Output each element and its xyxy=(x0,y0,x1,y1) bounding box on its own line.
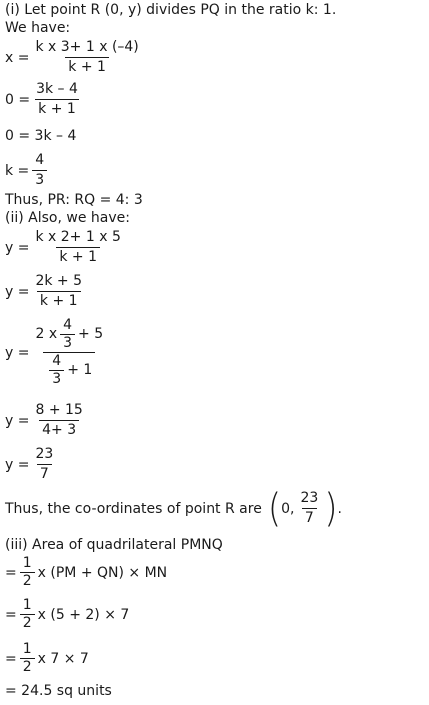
eq-lhs: x = xyxy=(5,49,30,66)
denominator: 2 xyxy=(20,614,35,631)
denominator: k + 1 xyxy=(35,99,79,118)
denominator: 3 xyxy=(32,170,47,189)
inner-fraction xyxy=(60,318,75,351)
eq-lhs: y = xyxy=(5,283,30,300)
numerator: k x 3+ 1 x (–4) xyxy=(35,39,139,55)
denominator: 7 xyxy=(37,464,52,483)
part2-eq1 xyxy=(5,229,127,266)
num-prefix: 2 x xyxy=(35,326,58,342)
inner-fraction xyxy=(49,354,64,387)
right-paren: ) xyxy=(324,485,338,532)
part1-eq1 xyxy=(5,39,145,76)
fraction xyxy=(32,402,85,439)
part1-eq4 xyxy=(5,152,50,189)
eq-lhs: y = xyxy=(5,412,30,429)
compound-fraction xyxy=(32,318,106,387)
conclusion-text: Thus, the co-ordinates of point R are xyxy=(5,500,262,517)
denominator: 2 xyxy=(20,658,35,675)
den-suffix: + 1 xyxy=(67,362,93,378)
inner-denominator: 3 xyxy=(49,370,64,387)
numerator: 23 xyxy=(300,490,319,506)
numerator: 2k + 5 xyxy=(35,273,83,289)
part3-eq2 xyxy=(5,598,129,631)
numerator: 4 xyxy=(35,152,45,168)
eq-rest: x 7 × 7 xyxy=(37,650,89,667)
denominator: 7 xyxy=(302,508,317,527)
part3-result: = 24.5 sq units xyxy=(5,683,112,699)
part2-eq2 xyxy=(5,273,88,310)
numerator: 1 xyxy=(22,555,32,571)
fraction xyxy=(32,229,123,266)
part3-eq3 xyxy=(5,642,89,675)
eq-lhs: = xyxy=(5,606,17,623)
part2-eq3 xyxy=(5,318,109,387)
num-suffix: + 5 xyxy=(78,326,104,342)
part2-conclusion xyxy=(5,485,342,532)
numerator: 8 + 15 xyxy=(35,402,83,418)
eq-lhs: y = xyxy=(5,344,30,361)
denominator: k + 1 xyxy=(37,291,81,310)
inner-denominator: 3 xyxy=(60,334,75,351)
fraction xyxy=(32,273,85,310)
fraction-half xyxy=(20,556,35,589)
eq-lhs: = xyxy=(5,564,17,581)
left-paren: ( xyxy=(267,485,282,532)
denominator: 2 xyxy=(20,572,35,589)
fraction-half xyxy=(20,598,35,631)
denominator: k + 1 xyxy=(65,57,109,76)
eq-lhs: 0 = xyxy=(5,91,31,108)
fraction-half xyxy=(20,642,35,675)
point-x: 0, xyxy=(281,500,295,517)
numerator: 1 xyxy=(22,597,32,613)
numerator: 23 xyxy=(35,446,54,462)
part1-conclusion: Thus, PR: RQ = 4: 3 xyxy=(5,192,143,208)
part3-intro: (iii) Area of quadrilateral PMNQ xyxy=(5,537,223,553)
fraction xyxy=(32,152,47,189)
numerator xyxy=(32,318,106,352)
eq-lhs: y = xyxy=(5,239,30,256)
part1-we-have: We have: xyxy=(5,20,71,36)
period: . xyxy=(337,500,342,517)
eq-rest: x (5 + 2) × 7 xyxy=(37,606,130,623)
denominator: k + 1 xyxy=(56,247,100,266)
part1-intro: (i) Let point R (0, y) divides PQ in the ratio k: 1. xyxy=(5,2,337,18)
denominator xyxy=(43,352,95,387)
eq-rest: x (PM + QN) × MN xyxy=(37,564,168,581)
numerator: 3k – 4 xyxy=(36,81,78,97)
inner-numerator: 4 xyxy=(63,317,73,333)
part1-eq3: 0 = 3k – 4 xyxy=(5,128,77,144)
numerator: 1 xyxy=(22,641,32,657)
part1-eq2 xyxy=(5,81,84,118)
inner-numerator: 4 xyxy=(52,353,62,369)
fraction xyxy=(33,81,81,118)
eq-lhs: = xyxy=(5,650,17,667)
part2-eq4 xyxy=(5,402,89,439)
eq-lhs: y = xyxy=(5,456,30,473)
fraction xyxy=(32,446,56,483)
denominator: 4+ 3 xyxy=(39,420,79,439)
part2-intro: (ii) Also, we have: xyxy=(5,210,130,226)
fraction xyxy=(32,39,141,76)
eq-lhs: k = xyxy=(5,162,30,179)
part2-eq5 xyxy=(5,446,59,483)
point-y-fraction xyxy=(297,490,321,527)
part3-eq1 xyxy=(5,556,167,589)
numerator: k x 2+ 1 x 5 xyxy=(35,229,121,245)
